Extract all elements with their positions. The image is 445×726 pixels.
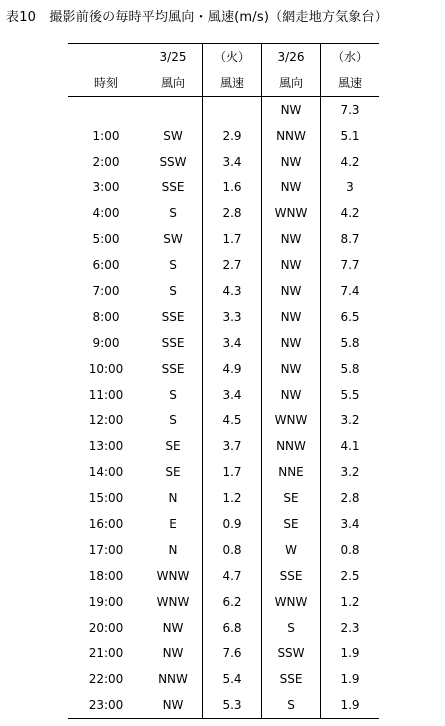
- header-day2-speed: 風速: [321, 70, 380, 96]
- day1-speed-cell: 3.4: [203, 382, 262, 408]
- day2-speed-cell: 4.2: [340, 154, 360, 169]
- day2-speed-cell: 1.9: [340, 646, 360, 661]
- day1-speed-cell: 1.6: [203, 174, 262, 200]
- day2-speed-cell: 1.9: [321, 692, 380, 718]
- day2-dir-cell: NNW: [262, 433, 321, 459]
- day2-dir-cell: SSE: [262, 666, 321, 692]
- time-cell: 16:00: [88, 516, 124, 531]
- table-row: [68, 382, 379, 408]
- header-day1-dow: （火）: [203, 44, 262, 70]
- day1-speed-cell: 3.7: [203, 433, 262, 459]
- day1-speed-cell: 5.3: [203, 692, 262, 718]
- time-cell: 2:00: [92, 154, 120, 169]
- table-row: [68, 174, 379, 200]
- day1-speed-cell: 3.4: [203, 330, 262, 356]
- day1-speed-cell: 0.8: [203, 537, 262, 563]
- time-cell: 17:00: [88, 542, 124, 557]
- day1-dir-cell: WNW: [144, 563, 203, 589]
- table-row: [68, 407, 379, 433]
- table-row: [68, 615, 379, 641]
- time-cell: [68, 96, 144, 122]
- day1-speed-cell: 6.2: [203, 589, 262, 615]
- day1-speed-cell: 1.2: [203, 485, 262, 511]
- header-row-dates: [68, 44, 379, 70]
- day2-dir-cell: SSE: [262, 563, 321, 589]
- time-cell: 8:00: [92, 309, 120, 324]
- table-row: [68, 485, 379, 511]
- table-row: [68, 149, 379, 175]
- day2-dir-cell: NW: [262, 330, 321, 356]
- day1-dir-cell: SE: [144, 459, 203, 485]
- day2-speed-cell: 3.4: [340, 516, 360, 531]
- table-row: [68, 252, 379, 278]
- day2-dir-cell: NW: [262, 278, 321, 304]
- header-blank: [68, 44, 144, 70]
- table-row: [68, 459, 379, 485]
- day2-speed-cell: 3.2: [340, 465, 360, 480]
- time-cell: 18:00: [88, 568, 124, 583]
- day2-dir-cell: S: [262, 692, 321, 718]
- day2-speed-cell: 5.8: [340, 335, 360, 350]
- day1-dir-cell: S: [144, 382, 203, 408]
- day2-speed-cell: 7.4: [340, 283, 360, 298]
- day1-speed-cell: 5.4: [203, 666, 262, 692]
- day1-dir-cell: SE: [144, 433, 203, 459]
- day1-speed-cell: 2.8: [203, 200, 262, 226]
- day1-dir-cell: SSE: [144, 330, 203, 356]
- time-cell: 5:00: [92, 232, 120, 247]
- day1-dir-cell: [144, 96, 203, 122]
- day1-dir-cell: SSE: [144, 304, 203, 330]
- day2-speed-cell: 1.9: [340, 672, 360, 687]
- day2-dir-cell: NW: [262, 96, 321, 122]
- header-day2-dir: 風向: [262, 70, 321, 96]
- day2-speed-cell: 8.7: [340, 232, 360, 247]
- day2-dir-cell: WNW: [262, 407, 321, 433]
- day1-dir-cell: NW: [144, 640, 203, 666]
- day1-dir-cell: N: [144, 537, 203, 563]
- day1-dir-cell: S: [144, 407, 203, 433]
- table-row: [68, 433, 379, 459]
- day2-speed-cell: 0.8: [340, 542, 360, 557]
- day2-speed-cell: 2.3: [340, 620, 360, 635]
- table-row: [68, 356, 379, 382]
- time-cell: 4:00: [92, 206, 120, 221]
- table-row: [68, 537, 379, 563]
- table-row: [68, 640, 379, 666]
- time-cell: 22:00: [88, 672, 124, 687]
- day2-speed-cell: 2.5: [340, 568, 360, 583]
- day1-dir-cell: N: [144, 485, 203, 511]
- time-cell: 23:00: [68, 692, 144, 718]
- table-row: [68, 692, 379, 718]
- day1-speed-cell: 4.9: [203, 356, 262, 382]
- day2-speed-cell: 5.8: [340, 361, 360, 376]
- time-cell: 21:00: [88, 646, 124, 661]
- header-day2-date: 3/26: [262, 44, 321, 70]
- day1-dir-cell: WNW: [144, 589, 203, 615]
- table-row: [68, 278, 379, 304]
- day2-dir-cell: NNE: [262, 459, 321, 485]
- day2-dir-cell: NW: [262, 174, 321, 200]
- day1-dir-cell: S: [144, 200, 203, 226]
- day1-speed-cell: 3.3: [203, 304, 262, 330]
- day2-dir-cell: WNW: [262, 200, 321, 226]
- day2-dir-cell: NW: [262, 149, 321, 175]
- day1-speed-cell: [203, 96, 262, 122]
- header-day1-speed: 風速: [203, 70, 262, 96]
- day2-speed-cell: 4.1: [340, 439, 360, 454]
- time-cell: 19:00: [88, 594, 124, 609]
- table-row: [68, 96, 379, 122]
- day1-dir-cell: E: [144, 511, 203, 537]
- day1-speed-cell: 4.3: [203, 278, 262, 304]
- time-cell: 9:00: [92, 335, 120, 350]
- table-caption: 表10 撮影前後の毎時平均風向・風速(m/s)（網走地方気象台）: [6, 10, 388, 25]
- day1-dir-cell: NNW: [144, 666, 203, 692]
- day1-dir-cell: SSW: [144, 149, 203, 175]
- header-day1-dir: 風向: [144, 70, 203, 96]
- time-cell: 6:00: [92, 258, 120, 273]
- day2-dir-cell: NW: [262, 356, 321, 382]
- time-cell: 15:00: [88, 491, 124, 506]
- day2-dir-cell: SSW: [262, 640, 321, 666]
- day2-dir-cell: S: [262, 615, 321, 641]
- day1-speed-cell: 7.6: [203, 640, 262, 666]
- day1-dir-cell: S: [144, 278, 203, 304]
- day2-dir-cell: NW: [262, 382, 321, 408]
- day1-dir-cell: SSE: [144, 174, 203, 200]
- day2-dir-cell: SE: [262, 511, 321, 537]
- table-row: [68, 666, 379, 692]
- table-row: [68, 304, 379, 330]
- day1-speed-cell: 4.5: [203, 407, 262, 433]
- header-time-label: 時刻: [68, 70, 144, 96]
- day1-dir-cell: NW: [144, 615, 203, 641]
- table-row: [68, 511, 379, 537]
- day1-speed-cell: 6.8: [203, 615, 262, 641]
- wind-table: [68, 43, 379, 719]
- table-row: [68, 589, 379, 615]
- day2-speed-cell: 5.5: [340, 387, 360, 402]
- day2-dir-cell: WNW: [262, 589, 321, 615]
- day1-speed-cell: 3.4: [203, 149, 262, 175]
- time-cell: 20:00: [88, 620, 124, 635]
- table-row: [68, 563, 379, 589]
- day1-dir-cell: S: [144, 252, 203, 278]
- day1-speed-cell: 2.7: [203, 252, 262, 278]
- day2-speed-cell: 6.5: [340, 309, 360, 324]
- table-row: [68, 226, 379, 252]
- time-cell: 10:00: [88, 361, 124, 376]
- day1-speed-cell: 0.9: [203, 511, 262, 537]
- time-cell: 1:00: [92, 128, 120, 143]
- day1-dir-cell: SSE: [144, 356, 203, 382]
- header-day2-dow: （水）: [321, 44, 380, 70]
- day2-speed-cell: 4.2: [340, 206, 360, 221]
- day1-dir-cell: NW: [144, 692, 203, 718]
- time-cell: 14:00: [88, 465, 124, 480]
- day2-dir-cell: NW: [262, 304, 321, 330]
- day1-dir-cell: SW: [144, 123, 203, 149]
- day2-speed-cell: 3: [346, 180, 354, 195]
- time-cell: 13:00: [88, 439, 124, 454]
- day2-speed-cell: 7.3: [340, 102, 360, 117]
- day2-speed-cell: 1.2: [340, 594, 360, 609]
- day2-dir-cell: SE: [262, 485, 321, 511]
- day1-speed-cell: 2.9: [203, 123, 262, 149]
- time-cell: 7:00: [92, 283, 120, 298]
- time-cell: 11:00: [88, 387, 124, 402]
- table-row: [68, 330, 379, 356]
- time-cell: 3:00: [92, 180, 120, 195]
- day2-speed-cell: 3.2: [340, 413, 360, 428]
- day2-dir-cell: NW: [262, 226, 321, 252]
- day2-speed-cell: 5.1: [340, 128, 360, 143]
- day1-speed-cell: 1.7: [203, 459, 262, 485]
- day1-speed-cell: 4.7: [203, 563, 262, 589]
- header-day1-date: 3/25: [144, 44, 203, 70]
- day2-speed-cell: 2.8: [340, 491, 360, 506]
- table-row: [68, 200, 379, 226]
- header-row-labels: [68, 70, 379, 96]
- table-row: [68, 123, 379, 149]
- day2-dir-cell: NNW: [262, 123, 321, 149]
- time-cell: 12:00: [88, 413, 124, 428]
- day2-speed-cell: 7.7: [340, 258, 360, 273]
- day2-dir-cell: W: [262, 537, 321, 563]
- day1-speed-cell: 1.7: [203, 226, 262, 252]
- day1-dir-cell: SW: [144, 226, 203, 252]
- day2-dir-cell: NW: [262, 252, 321, 278]
